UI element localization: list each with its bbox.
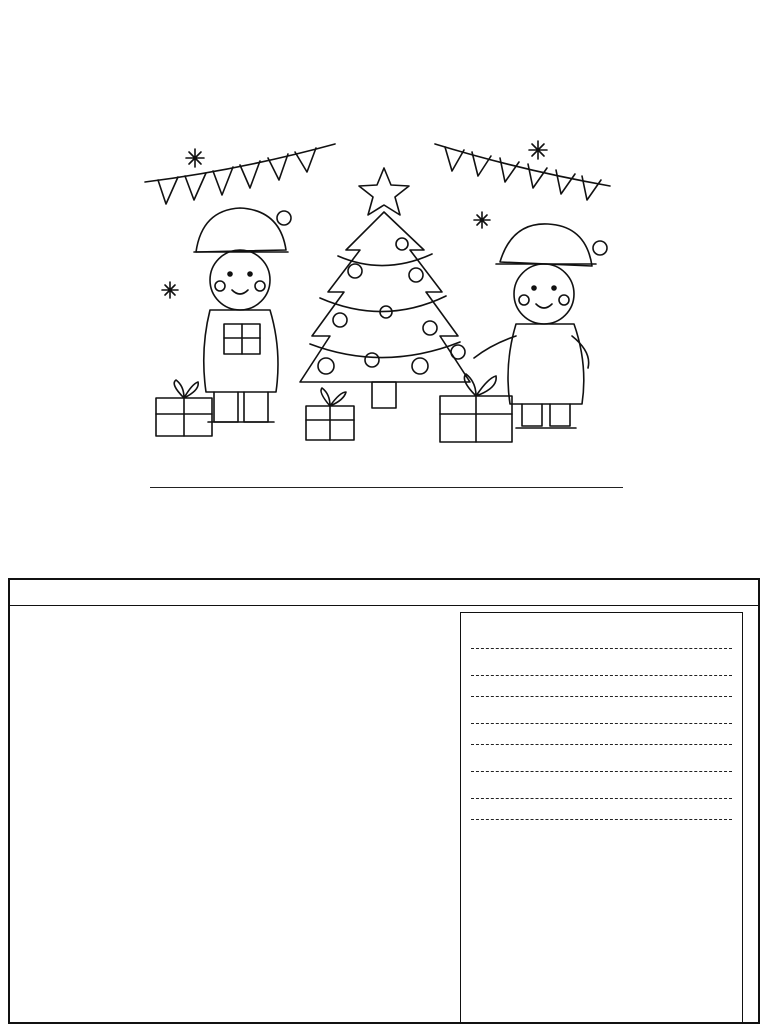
question-item	[469, 778, 734, 820]
girl-figure	[474, 224, 607, 428]
question-item	[469, 628, 734, 649]
answer-line[interactable]	[471, 703, 732, 724]
bunting-flags-right	[445, 147, 601, 200]
story-section	[34, 612, 452, 617]
answer-line[interactable]	[471, 628, 732, 649]
questions-panel	[460, 612, 743, 1024]
gift-box-icon	[440, 374, 512, 442]
bunting-flags-left	[158, 148, 316, 204]
bunting-string-left	[145, 144, 335, 182]
question-item	[469, 655, 734, 697]
snowflake-icon	[529, 141, 547, 159]
snowflake-icon	[162, 282, 178, 298]
swirl-border-left	[10, 606, 24, 1024]
answer-line[interactable]	[471, 799, 732, 820]
boy-figure	[194, 208, 291, 422]
children-christmas-tree-illustration	[140, 130, 630, 460]
question-item	[469, 703, 734, 745]
answer-line[interactable]	[471, 655, 732, 676]
gift-box-icon	[156, 380, 212, 436]
answer-line[interactable]	[471, 751, 732, 772]
answer-line[interactable]	[471, 778, 732, 799]
answer-line[interactable]	[471, 724, 732, 745]
snowflake-icon	[474, 212, 490, 228]
snowflake-icon	[186, 149, 204, 167]
reading-worksheet	[8, 578, 760, 1024]
question-item	[469, 751, 734, 772]
gift-box-icon	[306, 388, 354, 440]
decorative-strip	[10, 580, 758, 606]
swirl-border-right	[748, 606, 760, 1024]
answer-line[interactable]	[471, 676, 732, 697]
bunting-string-right	[435, 144, 610, 186]
name-writing-line[interactable]	[150, 470, 623, 488]
name-field[interactable]	[148, 464, 623, 488]
star-topper-icon	[359, 168, 409, 215]
